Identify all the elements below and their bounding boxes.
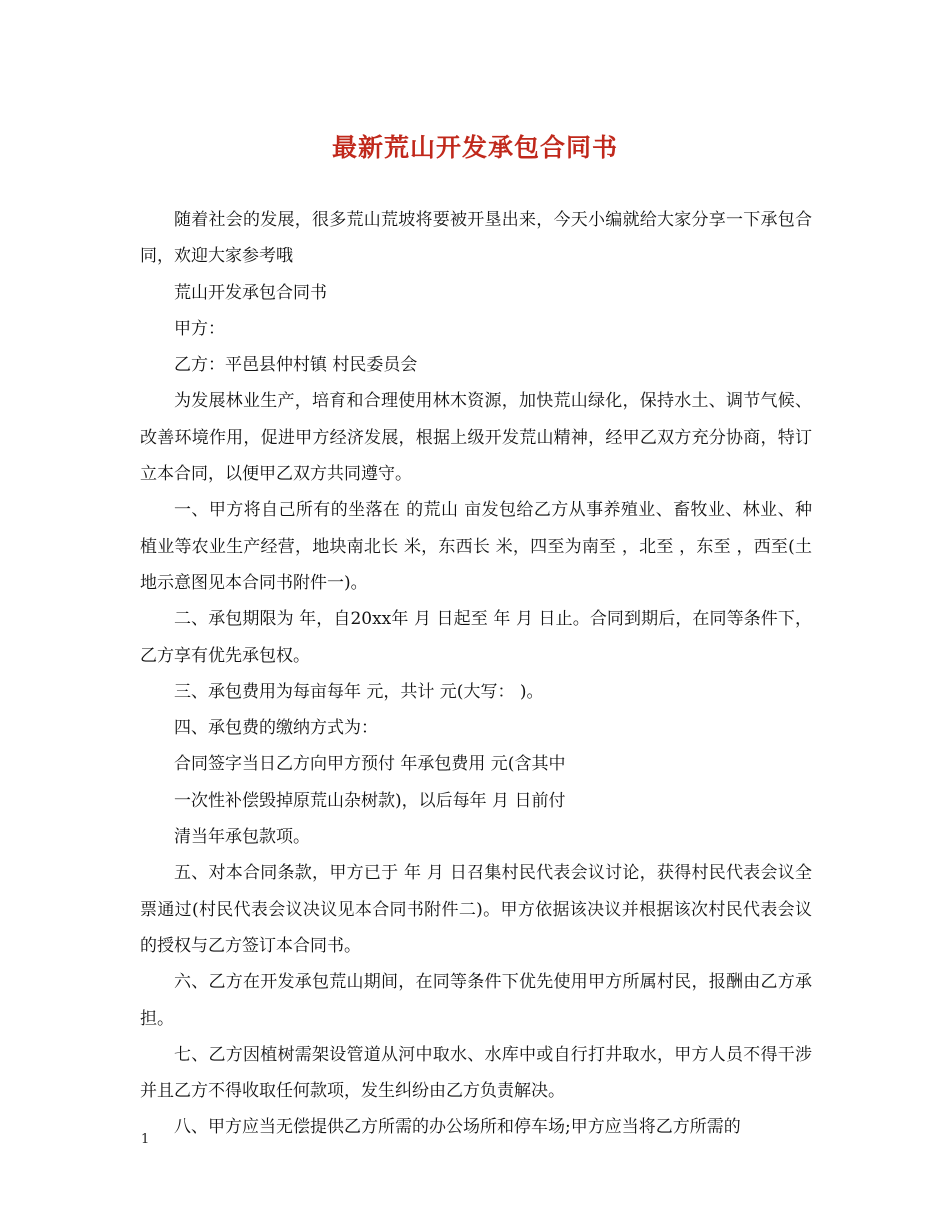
paragraph-clause-5: 五、对本合同条款，甲方已于 年 月 日召集村民代表会议讨论，获得村民代表会议全票通过(村民代表会议决议见本合同书附件二)。甲方依据该决议并根据该次村民代表会议的授权与乙方签订本合同书。 [140, 863, 812, 956]
paragraph-purpose: 为发展林业生产，培育和合理使用林木资源，加快荒山绿化，保持水土、调节气候、改善环境作用，促进甲方经济发展，根据上级开发荒山精神，经甲乙双方充分协商，特订立本合同，以便甲乙双方共同遵守。 [140, 391, 812, 485]
paragraph-clause-7: 七、乙方因植树需架设管道从河中取水、水库中或自行打井取水，甲方人员不得干涉并且乙方不得收取任何款项，发生纠纷由乙方负责解决。 [140, 1044, 812, 1102]
page-number: 1 [141, 1132, 150, 1147]
paragraph-contract-heading: 荒山开发承包合同书 [174, 282, 327, 303]
paragraph-clause-4: 四、承包费的缴纳方式为： [174, 718, 378, 739]
paragraph-clause-2: 二、承包期限为 年，自20xx年 月 日起至 年 月 日止。合同到期后，在同等条件下，乙方享有优先承包权。 [140, 609, 812, 666]
document-title: 最新荒山开发承包合同书 [331, 133, 618, 162]
paragraph-clause-8: 八、甲方应当无偿提供乙方所需的办公场所和停车场;甲方应当将乙方所需的 [174, 1117, 741, 1138]
paragraph-clause-3: 三、承包费用为每亩每年 元，共计 元(大写： )。 [174, 681, 544, 702]
document-body [140, 202, 812, 1146]
paragraph-clause-4-line-3: 清当年承包款项。 [174, 827, 310, 848]
paragraph-clause-1: 一、甲方将自己所有的坐落在 的荒山 亩发包给乙方从事养殖业、畜牧业、林业、种植业等农业生产经营，地块南北长 米，东西长 米，四至为南至 ，北至 ，东至 ，西至(土地示意图见本合同书附件一)。 [140, 500, 812, 593]
paragraph-party-b: 乙方：平邑县仲村镇 村民委员会 [174, 355, 418, 376]
paragraph-clause-4-line-1: 合同签字当日乙方向甲方预付 年承包费用 元(含其中 [174, 754, 566, 775]
paragraph-intro: 随着社会的发展，很多荒山荒坡将要被开垦出来，今天小编就给大家分享一下承包合同，欢迎大家参考哦 [140, 210, 812, 267]
paragraph-party-a: 甲方： [174, 318, 225, 339]
paragraph-clause-6: 六、乙方在开发承包荒山期间，在同等条件下优先使用甲方所属村民，报酬由乙方承担。 [140, 972, 812, 1029]
paragraph-clause-4-line-2: 一次性补偿毁掉原荒山杂树款)，以后每年 月 日前付 [174, 790, 566, 811]
